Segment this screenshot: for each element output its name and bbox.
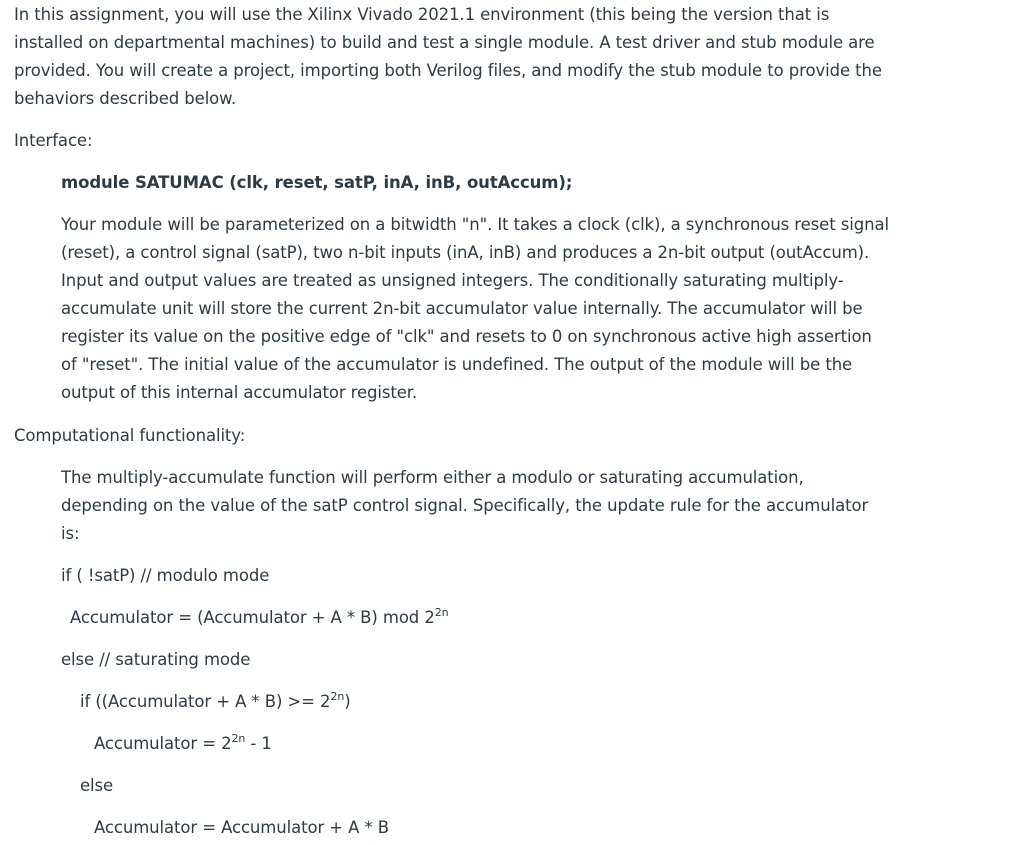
rule-saturate-update: Accumulator = $2^{2n} - 1$ — [94, 732, 272, 753]
module-signature: module SATUMAC (clk, reset, satP, inA, inB, outAccum); — [61, 173, 573, 192]
rule-if-overflow: if ((Accumulator + $A * B) >= 2^{2n}$) — [80, 690, 351, 711]
intro-paragraph: In this assignment, you will use the Xilinx Vivado 2021.1 environment (this being the version that is installed on departmental machines) to build and test a single module. A test driver and stub module are provided. You will create a project, importing both Verilog files, and modify the stub module to provide the behaviors described below. — [14, 5, 882, 108]
rule-normal-update: Accumulator = Accumulator + A * B — [94, 818, 390, 837]
interface-heading: Interface: — [14, 131, 93, 150]
interface-description: Your module will be parameterized on a bitwidth "n". It takes a clock (clk), a synchronous reset signal (reset), a control signal (satP), two n-bit inputs (inA, inB) and produces a 2n-bit output (outAccum). Input and output values are treated as unsigned integers. The conditionally saturating multiply-accumulate unit will store the current 2n-bit accumulator value internally. The accumulator will be register its value on the positive edge of "clk" and resets to 0 on synchronous active high assertion of "reset". The initial value of the accumulator is undefined. The output of the module will be the output of this internal accumulator register. — [61, 215, 889, 402]
computational-description: The multiply-accumulate function will perform either a modulo or saturating accumulation, depending on the value of the satP control signal. Specifically, the update rule for the accumulator is: — [61, 468, 869, 543]
rule-else: else — [80, 776, 114, 795]
computational-heading: Computational functionality: — [14, 426, 246, 445]
rule-else-saturating: else // saturating mode — [61, 650, 251, 669]
rule-modulo-update: Accumulator = (Accumulator + A * B) mod $2^{2n}$ — [70, 606, 449, 627]
rule-if-modulo: if ( !satP) // modulo mode — [61, 566, 270, 585]
